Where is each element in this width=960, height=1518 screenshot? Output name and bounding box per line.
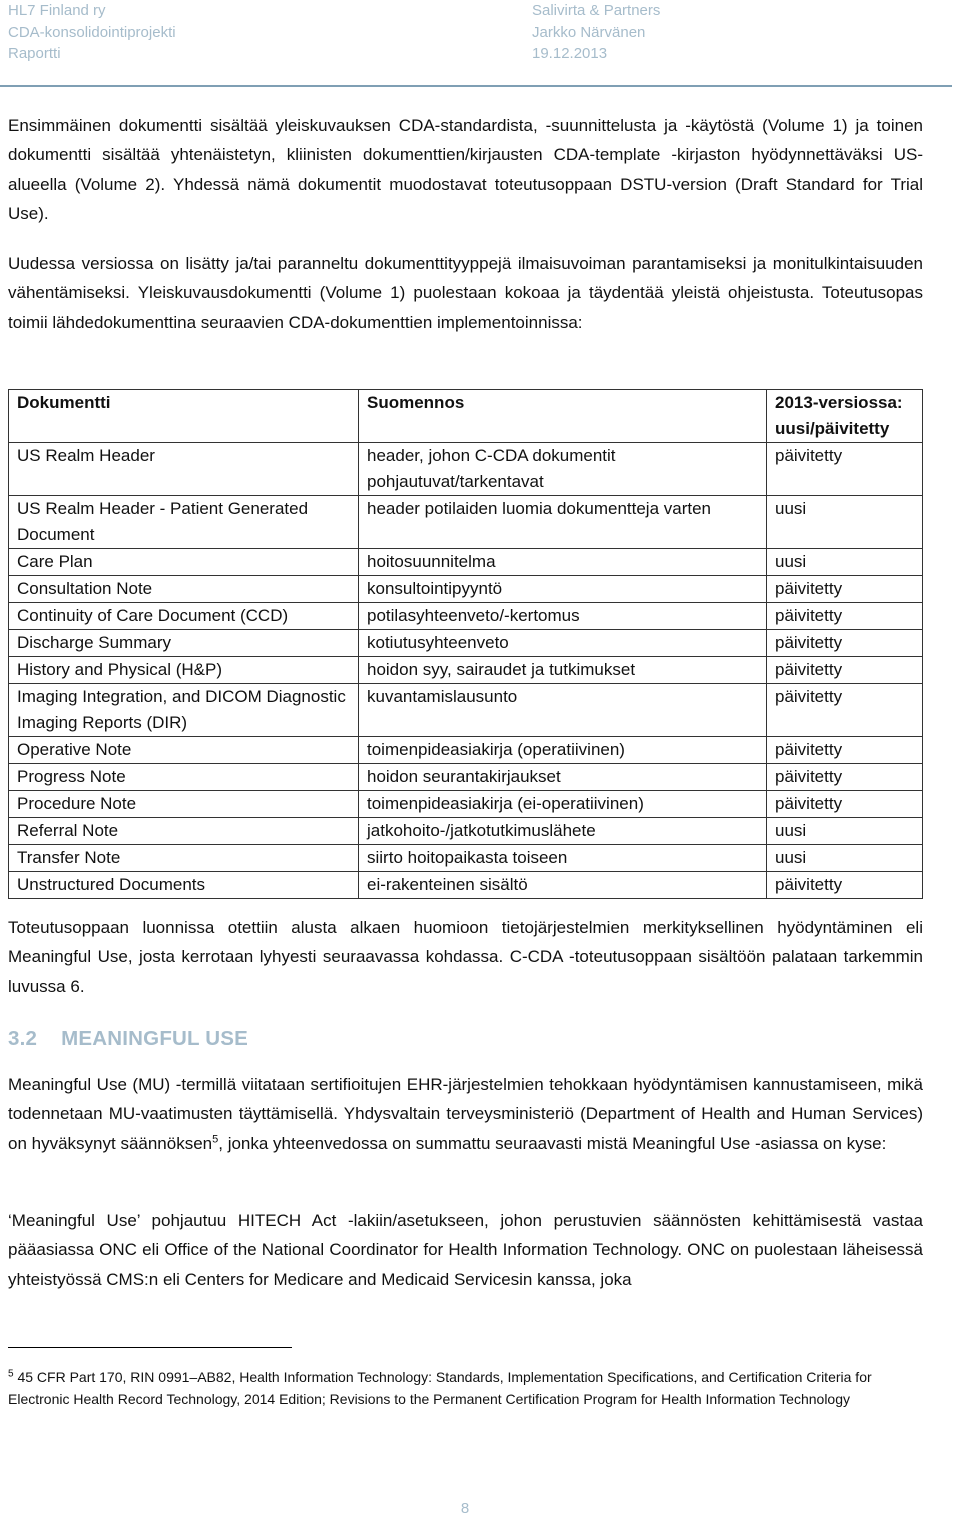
footnote	[8, 1366, 923, 1410]
table-header-row	[9, 390, 923, 443]
cell-document: Continuity of Care Document (CCD)	[9, 603, 359, 630]
header-divider	[0, 85, 952, 87]
cell-translation: kotiutusyhteenveto	[359, 630, 767, 657]
paragraph-new-version: Uudessa versiossa on lisätty ja/tai paranneltu dokumenttityyppejä ilmaisuvoiman parantamiseksi ja monitulkintaisuuden vähentämiseksi. Yleiskuvausdokumentti (Volume 1) puolestaan kokoaa ja täydentää yleistä ohjeistusta. Toteutusopas toimii lähdedokumenttina seuraavien CDA-dokumenttien implementoinnissa:	[8, 254, 923, 332]
page-number: 8	[460, 1500, 470, 1517]
document-types-table	[8, 389, 923, 899]
cell-document: Care Plan	[9, 549, 359, 576]
table-row	[9, 764, 923, 791]
cell-document: Imaging Integration, and DICOM Diagnostic Imaging Reports (DIR)	[9, 684, 359, 737]
footnote-separator	[8, 1347, 292, 1348]
table-row	[9, 576, 923, 603]
section-number: 3.2	[8, 1027, 38, 1050]
column-header-document: Dokumentti	[9, 390, 359, 443]
cell-translation: konsultointipyyntö	[359, 576, 767, 603]
cell-document: US Realm Header - Patient Generated Document	[9, 496, 359, 549]
table-row	[9, 872, 923, 899]
cell-status: päivitetty	[767, 764, 923, 791]
cell-translation: toimenpideasiakirja (ei-operatiivinen)	[359, 791, 767, 818]
cell-document: Procedure Note	[9, 791, 359, 818]
cell-translation: hoidon syy, sairaudet ja tutkimukset	[359, 657, 767, 684]
table-row	[9, 791, 923, 818]
cell-status: päivitetty	[767, 630, 923, 657]
cell-status: päivitetty	[767, 791, 923, 818]
table-row	[9, 443, 923, 496]
cell-translation: hoitosuunnitelma	[359, 549, 767, 576]
cell-document: History and Physical (H&P)	[9, 657, 359, 684]
header-right	[532, 0, 660, 65]
para4-text-a: Meaningful Use (MU) -termillä viitataan sertifioitujen EHR-järjestelmien tehokkaan hyödyntämisen kannustamiseen, mikä todennetaan MU-vaatimusten täyttämisellä. Yhdysvaltain terveysministeriö (Department of Health and Human Services) on hyväksynyt säännöksen	[8, 1075, 923, 1153]
section-title: MEANINGFUL USE	[61, 1027, 249, 1050]
cell-translation: hoidon seurantakirjaukset	[359, 764, 767, 791]
cell-status: päivitetty	[767, 603, 923, 630]
column-header-status: 2013-versiossa: uusi/päivitetty	[767, 390, 923, 443]
page-header	[8, 0, 960, 70]
table-row	[9, 630, 923, 657]
cell-status: päivitetty	[767, 737, 923, 764]
header-left	[8, 0, 176, 65]
cell-translation: ei-rakenteinen sisältö	[359, 872, 767, 899]
footnote-text: 45 CFR Part 170, RIN 0991–AB82, Health Information Technology: Standards, Implementation Specifications, and Certification Criteria for Electronic Health Record Technology, 2014 Edition; Revisions to the Permanent Certification Program for Health Information Technology	[8, 1369, 872, 1407]
table-row	[9, 549, 923, 576]
cell-document: Operative Note	[9, 737, 359, 764]
table-row	[9, 603, 923, 630]
cell-status: uusi	[767, 549, 923, 576]
cell-translation: jatkohoito-/jatkotutkimuslähete	[359, 818, 767, 845]
cell-status: päivitetty	[767, 872, 923, 899]
footnote-mark: 5	[8, 1368, 14, 1380]
cell-status: uusi	[767, 845, 923, 872]
paragraph-mu-definition	[8, 1070, 923, 1158]
cell-document: Progress Note	[9, 764, 359, 791]
header-company: Salivirta & Partners	[532, 2, 661, 19]
paragraph-hitech-quote: ‘Meaningful Use’ pohjautuu HITECH Act -lakiin/asetukseen, johon perustuvien säännösten kehittämisestä vastaa pääasiassa ONC eli Office of the National Coordinator for Health Information Technology. ONC on puolestaan läheisessä yhteistyössä CMS:n eli Centers for Medicare and Medicaid Servicesin kanssa, joka	[8, 1211, 923, 1289]
cell-document: Unstructured Documents	[9, 872, 359, 899]
cell-document: Consultation Note	[9, 576, 359, 603]
cell-document: US Realm Header	[9, 443, 359, 496]
paragraph-meaningful-use-intro: Toteutusoppaan luonnissa otettiin alusta alkaen huomioon tietojärjestelmien merkityksellinen hyödyntäminen eli Meaningful Use, josta kerrotaan lyhyesti seuraavassa kohdassa. C-CDA -toteutusoppaan sisältöön palataan tarkemmin luvussa 6.	[8, 918, 923, 996]
table-row	[9, 496, 923, 549]
cell-document: Discharge Summary	[9, 630, 359, 657]
section-heading	[8, 1027, 248, 1051]
header-project: CDA-konsolidointiprojekti	[8, 23, 176, 41]
cell-status: päivitetty	[767, 576, 923, 603]
header-org: HL7 Finland ry	[8, 2, 106, 19]
cell-translation: header potilaiden luomia dokumentteja varten	[359, 496, 767, 549]
cell-translation: kuvantamislausunto	[359, 684, 767, 737]
table-row	[9, 657, 923, 684]
header-doc-type: Raportti	[8, 45, 61, 62]
table-row	[9, 737, 923, 764]
footnote-reference[interactable]: 5	[212, 1132, 219, 1145]
table-body	[9, 443, 923, 899]
cell-document: Referral Note	[9, 818, 359, 845]
column-header-translation: Suomennos	[359, 390, 767, 443]
table-row	[9, 818, 923, 845]
cell-status: uusi	[767, 818, 923, 845]
cell-translation: potilasyhteenveto/-kertomus	[359, 603, 767, 630]
cell-status: päivitetty	[767, 684, 923, 737]
cell-status: päivitetty	[767, 657, 923, 684]
paragraph-volumes: Ensimmäinen dokumentti sisältää yleiskuvauksen CDA-standardista, -suunnittelusta ja -käytöstä (Volume 1) ja toinen dokumentti sisältää yhtenäistetyn, kliinisten dokumenttien/kirjausten CDA-template -kirjaston hyödynnettäväksi US-alueella (Volume 2). Yhdessä nämä dokumentit muodostavat toteutusoppaan DSTU-version (Draft Standard for Trial Use).	[8, 116, 923, 223]
cell-document: Transfer Note	[9, 845, 359, 872]
table-row	[9, 684, 923, 737]
cell-status: päivitetty	[767, 443, 923, 496]
para4-text-b: , jonka yhteenvedossa on summattu seuraavasti mistä Meaningful Use -asiassa on kyse:	[218, 1133, 887, 1153]
cell-translation: siirto hoitopaikasta toiseen	[359, 845, 767, 872]
header-date: 19.12.2013	[532, 45, 608, 62]
cell-status: uusi	[767, 496, 923, 549]
cell-translation: toimenpideasiakirja (operatiivinen)	[359, 737, 767, 764]
cell-translation: header, johon C-CDA dokumentit pohjautuvat/tarkentavat	[359, 443, 767, 496]
header-author: Jarkko Närvänen	[532, 23, 646, 41]
table-row	[9, 845, 923, 872]
